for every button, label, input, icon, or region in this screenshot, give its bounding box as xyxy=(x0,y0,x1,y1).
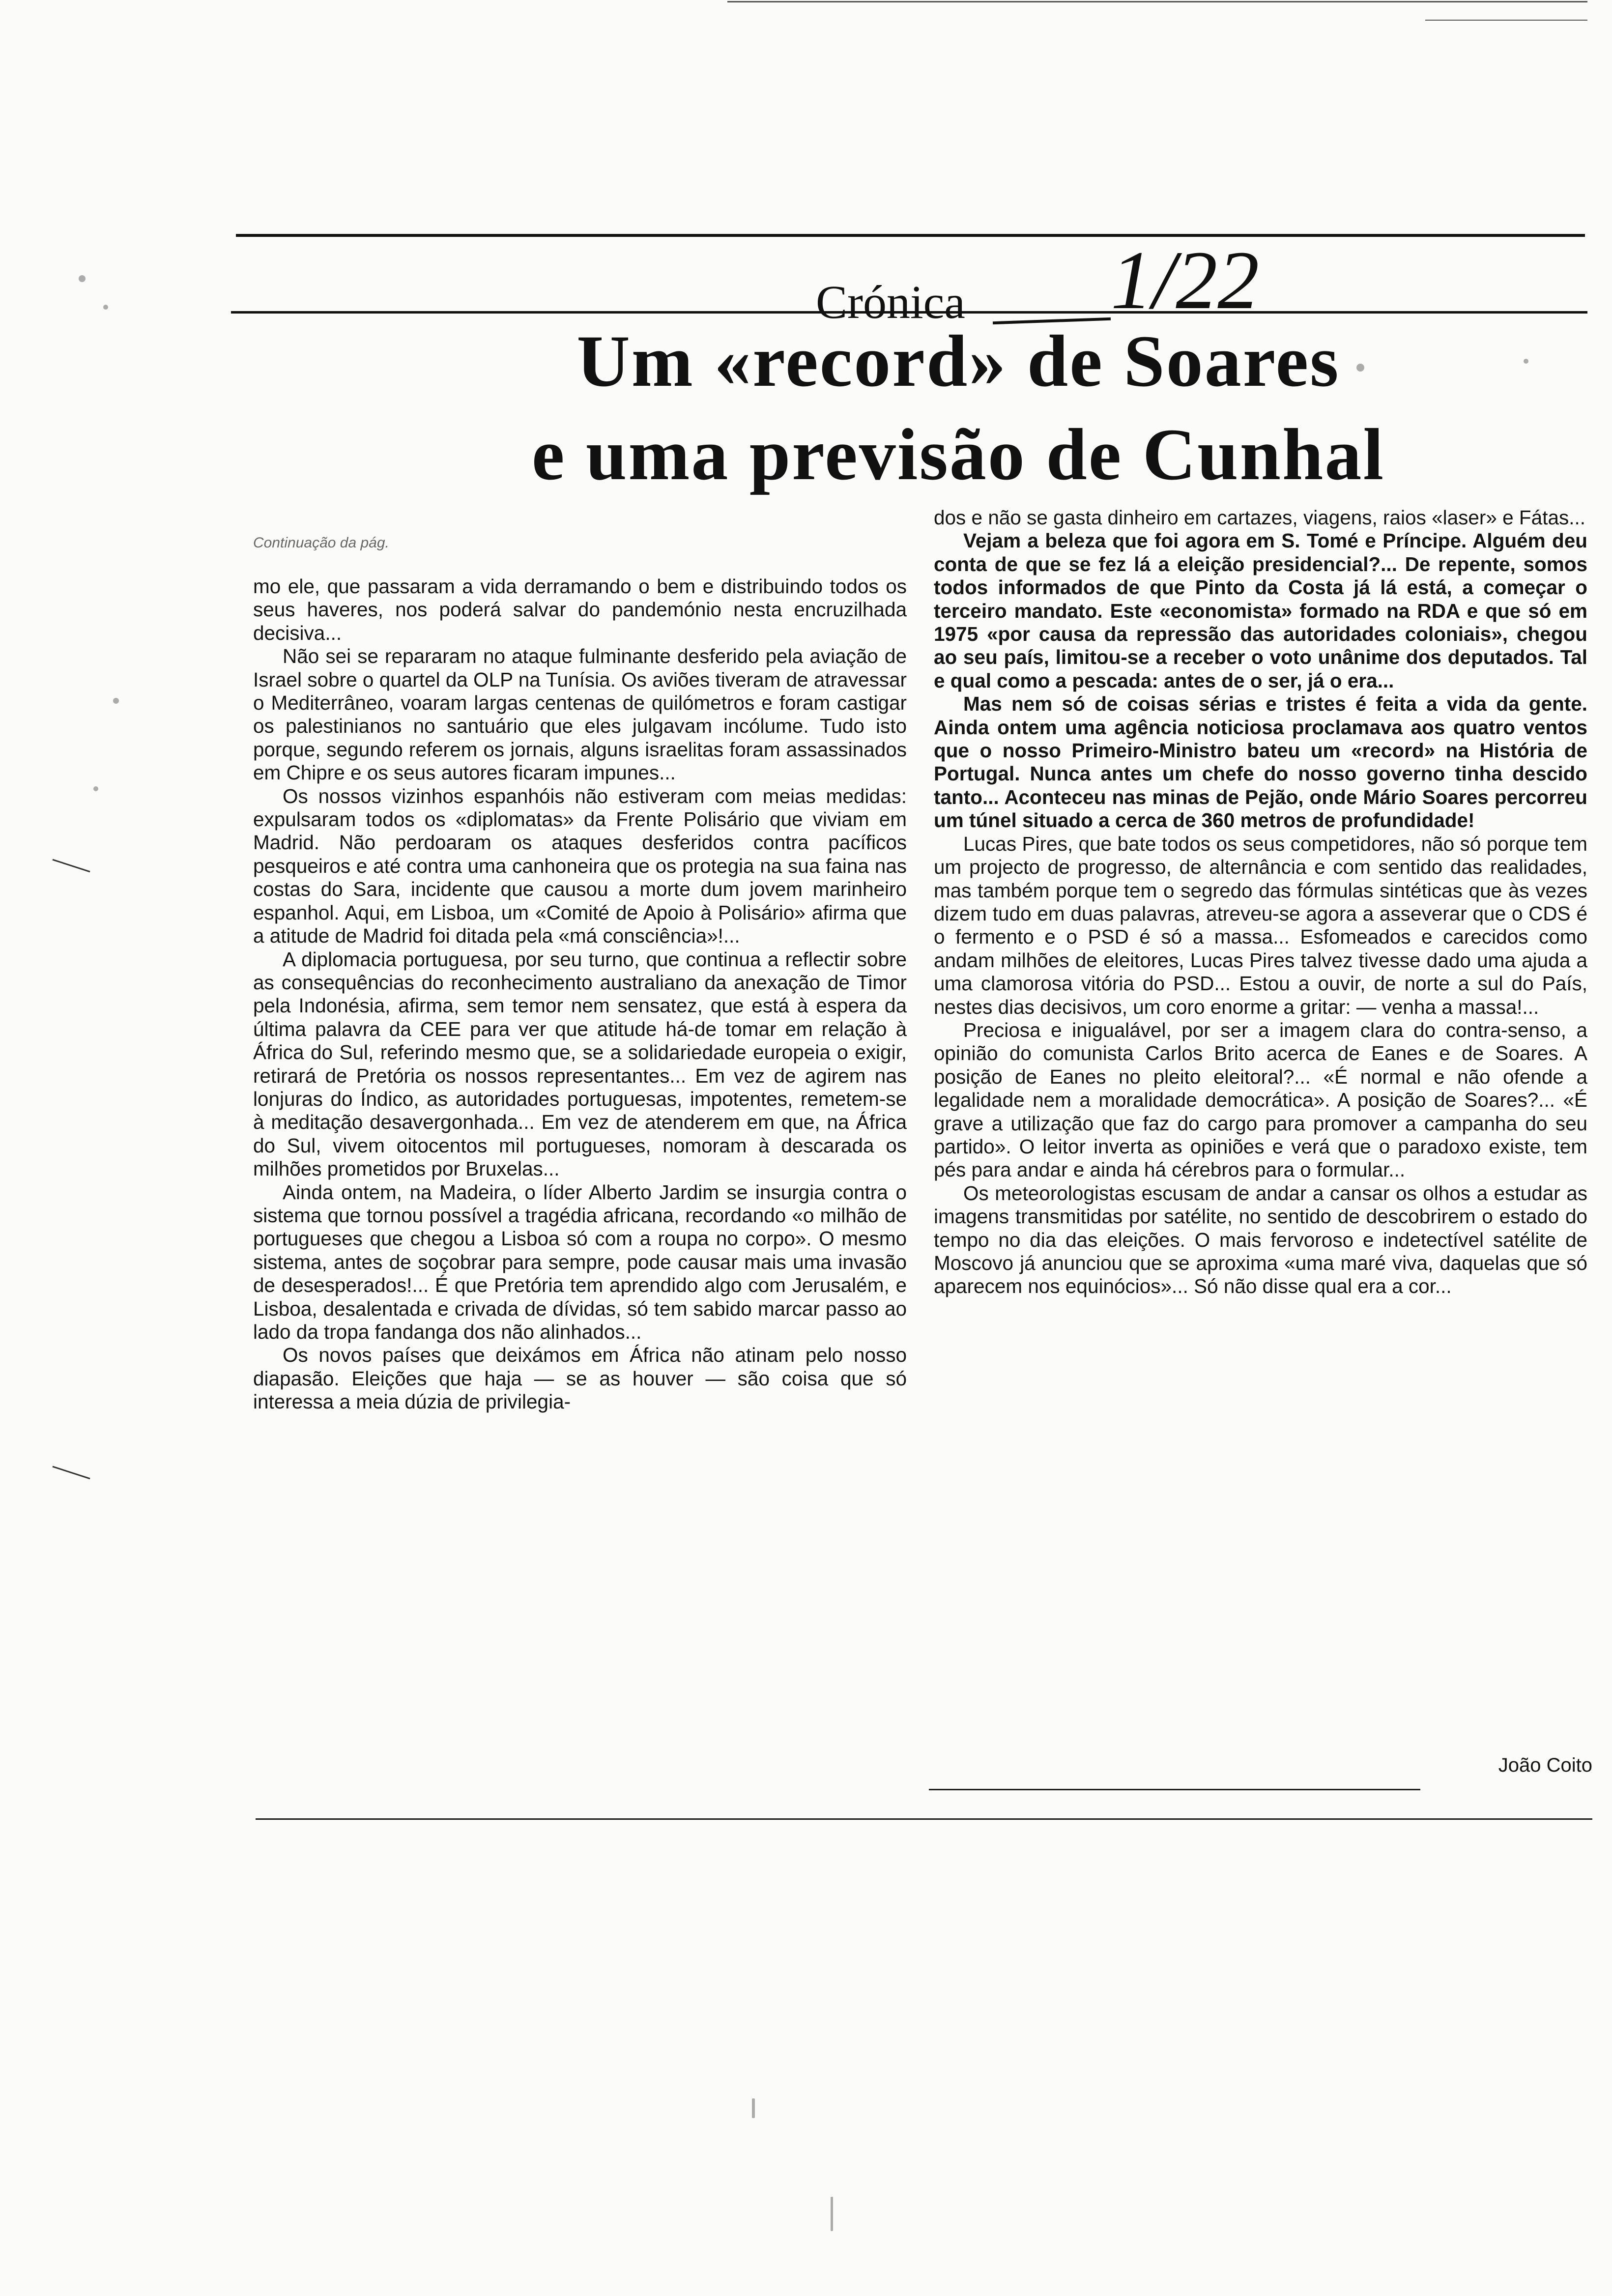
footer-rule-long xyxy=(256,1818,1592,1820)
article-right-column xyxy=(934,506,1587,1298)
scan-speck xyxy=(103,305,108,310)
article-paragraph: Ainda ontem, na Madeira, o líder Alberto Jardim se insurgia contra o sistema que tornou possível a tragédia africana, recordando «o milhão de portugueses que chegou a Lisboa só com a roupa no corpo». O mesmo sistema, antes de soçobrar para sempre, pode causar mais uma invasão de desesperados!... É que Pretória tem aprendido algo com Jerusalém, e Lisboa, desalentada e crivada de dívidas, só tem sabido marcar passo ao lado da tropa fandanga dos não alinhados... xyxy=(253,1180,907,1343)
scan-edge-line xyxy=(1425,20,1587,21)
article-paragraph: Os meteorologistas escusam de andar a cansar os olhos a estudar as imagens transmitidas por satélite, no sentido de descobrirem o estado do tempo no dia das eleições. O mais fervoroso e indetectível satélite de Moscovo já anunciou que se aproxima «uma maré viva, daquelas que só aparecem nos equinócios»... Só não disse qual era a cor... xyxy=(934,1181,1587,1298)
stray-margin-mark xyxy=(52,859,90,873)
stray-margin-mark xyxy=(52,1466,90,1480)
article-left-column xyxy=(253,506,907,1414)
article-paragraph: A diplomacia portuguesa, por seu turno, que continua a reflectir sobre as consequências do reconhecimento australiano da anexação de Timor pela Indonésia, afirma, sem temor nem sensatez, que está à espera da última palavra da CEE para ver que atitude há-de tomar em relação à África do Sul, referindo mesmo que, se a solidariedade europeia o exigir, retirará de Pretória os nossos representantes... Em vez de agirem nas lonjuras do Índico, as autoridades portuguesas, impotentes, remetem-se à meditação desavergonhada... Em vez de atenderem em que, na África do Sul, vivem oitocentos mil portugueses, nomoram à descarada os milhões prometidos por Bruxelas... xyxy=(253,947,907,1180)
article-paragraph: Os nossos vizinhos espanhóis não estiveram com meias medidas: expulsaram todos os «diplomatas» da Frente Polisário que viviam em Madrid. Não perdoaram os ataques desferidos contra pacíficos pesqueiros e até contra uma canhoneira que os protegia na sua faina nas costas do Sara, incidente que causou a morte dum jovem marinheiro espanhol. Aqui, em Lisboa, um «Comité de Apoio à Polisário» afirma que a atitude de Madrid foi ditada pela «má consciência»!... xyxy=(253,784,907,947)
article-paragraph: Vejam a beleza que foi agora em S. Tomé e Príncipe. Alguém deu conta de que se fez lá a eleição presidencial?... De repente, somos todos informados de que Pinto da Costa já lá está, a começar o terceiro mandato. Este «economista» formado na RDA e que só em 1975 «por causa da repressão das autoridades coloniais», chegou ao seu país, limitou-se a receber o voto unânime dos deputados. Tal e qual como a pescada: antes de o ser, já o era... xyxy=(934,529,1587,692)
scan-speck xyxy=(1356,364,1364,372)
article-paragraph: mo ele, que passaram a vida derramando o bem e distribuindo todos os seus haveres, nos poderá salvar do pandemónio nesta encruzilhada decisiva... xyxy=(253,575,907,644)
article-paragraph: Lucas Pires, que bate todos os seus competidores, não só porque tem um projecto de progresso, de alternância e com sentido das realidades, mas também porque tem o segredo das fórmulas sintéticas que às vezes dizem tudo em duas palavras, atreveu-se agora a asseverar que o CDS é o fermento e o PSD é só a massa... Esfomeados e carecidos como andam milhões de eleitores, Lucas Pires talvez tivesse dado uma ajuda a uma clamorosa vitória do PSD... Estou a ouvir, de norte a sul do País, nestes dias decisivos, um coro enorme a gritar: — venha a massa!... xyxy=(934,832,1587,1018)
article-paragraph: dos e não se gasta dinheiro em cartazes, viagens, raios «laser» e Fátas... xyxy=(934,506,1585,529)
continuation-note: Continuação da pág. xyxy=(253,535,389,551)
header-top-rule xyxy=(236,234,1585,237)
scan-speck xyxy=(752,2098,755,2118)
headline-line-2: e uma previsão de Cunhal xyxy=(531,414,1385,495)
scan-speck xyxy=(79,275,86,282)
article-paragraph: Mas nem só de coisas sérias e tristes é feita a vida da gente. Ainda ontem uma agência noticiosa proclamava aos quatro ventos que o nosso Primeiro-Ministro bateu um «record» na História de Portugal. Nunca antes um chefe do nosso governo tinha descido tanto... Aconteceu nas minas de Pejão, onde Mário Soares percorreu um túnel situado a cerca de 360 metros de profundidade! xyxy=(934,692,1587,832)
article-paragraph: Os novos países que deixámos em África não atinam pelo nosso diapasão. Eleições que haja — se as houver — são coisa que só interessa a meia dúzia de privilegia- xyxy=(253,1344,907,1413)
author-byline: João Coito xyxy=(1498,1754,1592,1776)
article-paragraph: Preciosa e inigualável, por ser a imagem clara do contra-senso, a opinião do comunista Carlos Brito acerca de Eanes e de Soares. A posição de Eanes no pleito eleitoral?... «É normal e não ofende a legalidade nem a moralidade democrática». A posição de Soares?... «É grave a utilização que faz do cargo para promover a campanha do seu partido». O leitor inverta as opiniões e verá que o paradoxo existe, tem pés para andar e ainda há cérebros para o formular... xyxy=(934,1018,1587,1181)
scan-edge-line xyxy=(727,1,1587,2)
article-paragraph: Não sei se repararam no ataque fulminante desferido pela aviação de Israel sobre o quartel da OLP na Tunísia. Os aviões tiveram de atravessar o Mediterrâneo, voaram largas centenas de quilómetros e foram castigar os palestinianos no santuário que eles julgavam incólume. Tudo isto porque, segundo referem os jornais, alguns israelitas foram assassinados em Chipre e os seus autores ficaram impunes... xyxy=(253,645,907,784)
article-headline xyxy=(442,319,1474,496)
scan-speck xyxy=(113,698,119,704)
scan-speck xyxy=(1524,359,1528,364)
handwritten-page-number: 1/22 xyxy=(1111,234,1260,326)
section-kicker: Crónica xyxy=(816,276,965,328)
footer-rule-short xyxy=(929,1789,1420,1790)
scan-speck xyxy=(93,786,98,791)
headline-line-1: Um «record» de Soares xyxy=(576,320,1340,402)
scan-speck xyxy=(831,2197,833,2231)
